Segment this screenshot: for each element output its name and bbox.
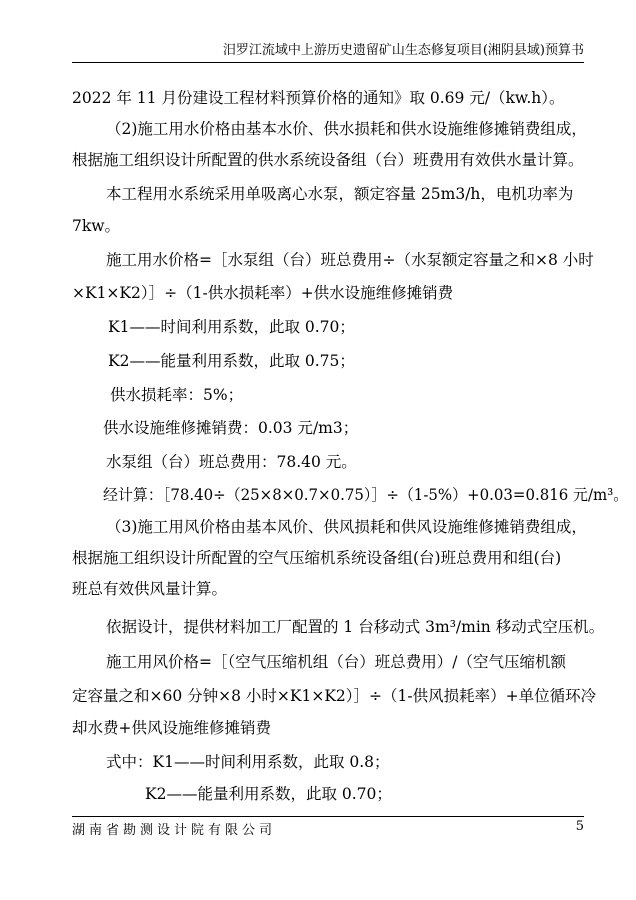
text-line: 水泵组（台）班总费用：78.40 元。 [106, 453, 357, 471]
text-line: （3)施工用风价格由基本风价、供风损耗和供风设施维修摊销费组成， [106, 518, 587, 536]
text-line: 供水设施维修摊销费：0.03 元/m3； [103, 419, 359, 437]
text-line: K1——时间利用系数，此取 0.70； [108, 318, 355, 336]
text-line: K2——能量利用系数，此取 0.75； [108, 352, 355, 370]
text-line: ×K1×K2）］÷（1-供水损耗率）+供水设施维修摊销费 [72, 284, 454, 302]
text-line: 施工用风价格=［（空气压缩机组（台）班总费用）/（空气压缩机额 [106, 653, 566, 671]
text-line: 依据设计，提供材料加工厂配置的 1 台移动式 3m³/min 移动式空压机。 [106, 618, 605, 636]
text-line: 供水损耗率：5%； [110, 386, 244, 404]
page-header: 汨罗江流域中上游历史遗留矿山生态修复项目(湘阴县域)预算书 [72, 40, 584, 63]
text-line: 施工用水价格=［水泵组（台）班总费用÷（水泵额定容量之和×8 小时 [106, 251, 594, 269]
text-line: 7kw。 [72, 217, 121, 235]
text-line: 经计算：［78.40÷（25×8×0.7×0.75）］÷（1-5%）+0.03=0.816 元/m³。 [103, 486, 629, 504]
text-line: 根据施工组织设计所配置的空气压缩机系统设备组(台)班总费用和组(台) [72, 549, 562, 567]
text-line: 定容量之和×60 分钟×8 小时×K1×K2）］÷（1-供风损耗率）+单位循环冷 [72, 687, 597, 705]
text-line: 根据施工组织设计所配置的供水系统设备组（台）班费用有效供水量计算。 [72, 151, 584, 169]
text-line: 2022 年 11 月份建设工程材料预算价格的通知》取 0.69 元/（kw.h）。 [72, 89, 565, 107]
text-line: K2——能量利用系数，此取 0.70； [145, 785, 392, 803]
text-line: 式中：K1——时间利用系数，此取 0.8； [106, 753, 390, 771]
text-line: 班总有效供风量计算。 [72, 580, 228, 598]
text-line: 本工程用水系统采用单吸离心水泵，额定容量 25m3/h，电机功率为 [106, 185, 574, 203]
footer-organization: 湖南省勘测设计院有限公司 [72, 823, 277, 838]
page-footer [72, 816, 584, 843]
page-number: 5 [575, 819, 584, 834]
text-line: 却水费+供风设施维修摊销费 [72, 719, 271, 737]
text-line: （2)施工用水价格由基本水价、供水损耗和供水设施维修摊销费组成， [106, 120, 587, 138]
